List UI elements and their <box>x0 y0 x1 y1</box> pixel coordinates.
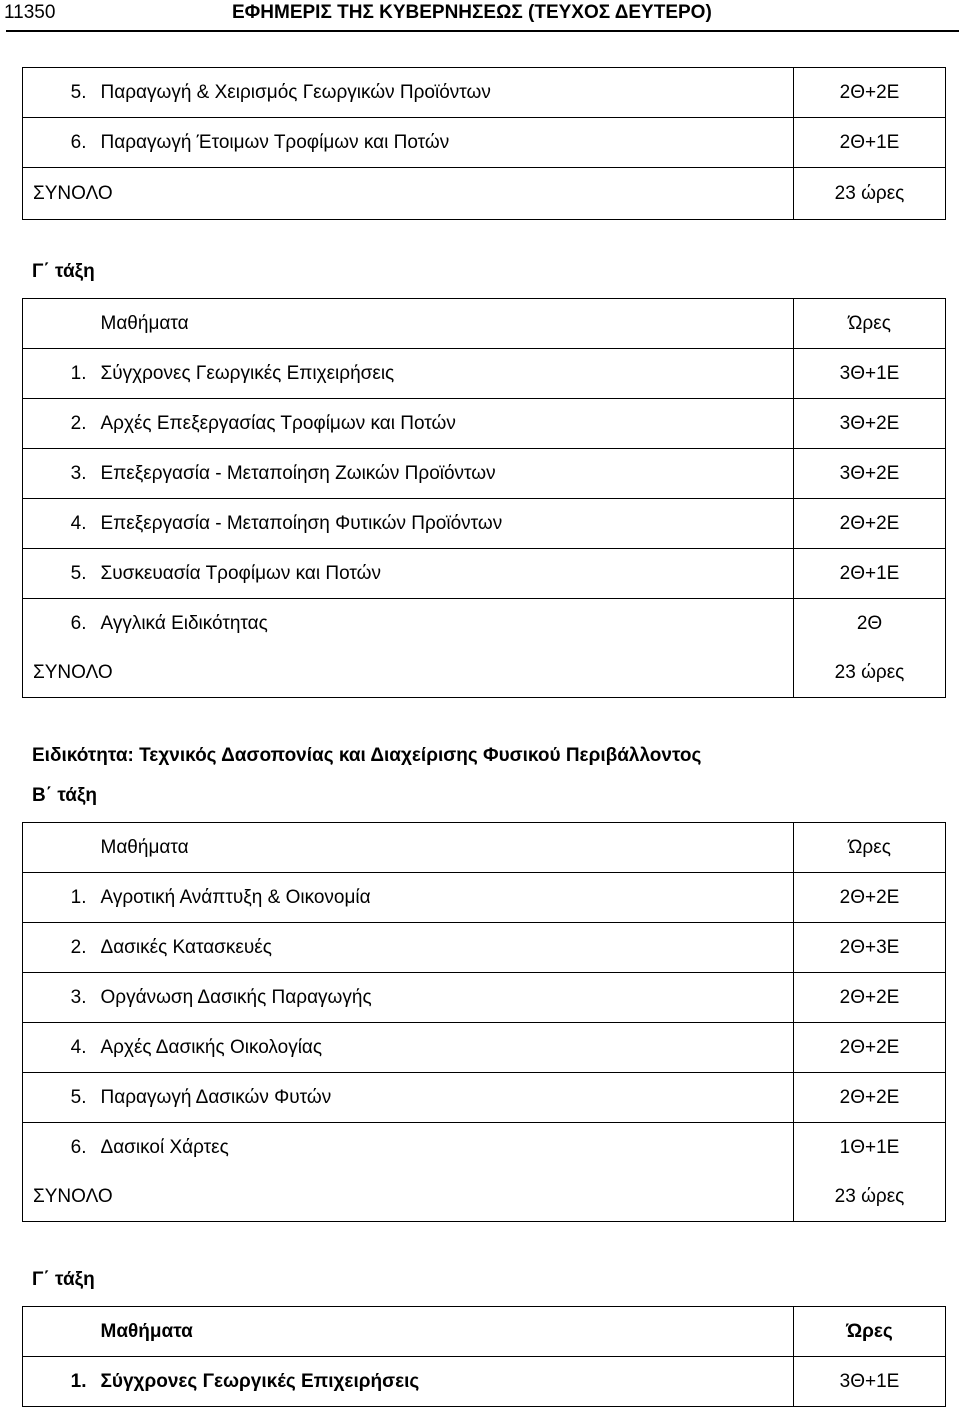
page-header <box>0 0 960 30</box>
course-name: Σύγχρονες Γεωργικές Επιχειρήσεις <box>93 1357 794 1407</box>
course-name: Αγροτική Ανάπτυξη & Οικονομία <box>93 873 794 923</box>
table-row <box>23 599 946 649</box>
class-heading: Β΄ τάξη <box>32 785 98 806</box>
total-label: ΣΥΝΟΛΟ <box>23 1172 794 1222</box>
table-row <box>23 973 946 1023</box>
course-hours: 1Θ+1Ε <box>794 1123 946 1173</box>
table-row <box>23 399 946 449</box>
total-row <box>23 648 946 698</box>
table-class-b-forestry <box>22 822 946 1222</box>
specialty-heading: Ειδικότητα: Τεχνικός Δασοπονίας και Διαχείρισης Φυσικού Περιβάλλοντος <box>32 745 702 766</box>
row-number: 5. <box>23 549 93 599</box>
course-name: Αγγλικά Ειδικότητας <box>93 599 794 649</box>
header-rule <box>6 30 959 32</box>
table-continued <box>22 67 946 220</box>
row-number: 5. <box>23 68 93 118</box>
journal-title: ΕΦΗΜΕΡΙΣ ΤΗΣ ΚΥΒΕΡΝΗΣΕΩΣ (ΤΕΥΧΟΣ ΔΕΥΤΕΡΟ) <box>232 2 712 23</box>
course-hours: 2Θ <box>794 599 946 649</box>
course-name: Δασικές Κατασκευές <box>93 923 794 973</box>
course-name: Παραγωγή & Χειρισμός Γεωργικών Προϊόντων <box>93 68 794 118</box>
row-number: 6. <box>23 599 93 649</box>
col-courses-header: Μαθήματα <box>93 299 794 349</box>
table-row <box>23 349 946 399</box>
row-number: 2. <box>23 399 93 449</box>
col-hours-header: Ώρες <box>794 299 946 349</box>
table-row <box>23 1023 946 1073</box>
row-number: 1. <box>23 349 93 399</box>
course-name: Σύγχρονες Γεωργικές Επιχειρήσεις <box>93 349 794 399</box>
table-row <box>23 549 946 599</box>
course-name: Αρχές Επεξεργασίας Τροφίμων και Ποτών <box>93 399 794 449</box>
table-row <box>23 118 946 168</box>
course-hours: 2Θ+2Ε <box>794 68 946 118</box>
total-hours: 23 ώρες <box>794 648 946 698</box>
row-number: 6. <box>23 118 93 168</box>
page-number: 11350 <box>4 2 56 23</box>
course-hours: 3Θ+1Ε <box>794 1357 946 1407</box>
col-courses-header: Μαθήματα <box>93 1307 794 1357</box>
table-row <box>23 1073 946 1123</box>
table-row <box>23 499 946 549</box>
course-hours: 3Θ+1Ε <box>794 349 946 399</box>
course-hours: 2Θ+2Ε <box>794 873 946 923</box>
course-hours: 2Θ+2Ε <box>794 973 946 1023</box>
course-name: Παραγωγή Έτοιμων Τροφίμων και Ποτών <box>93 118 794 168</box>
table-row <box>23 923 946 973</box>
table-row <box>23 68 946 118</box>
course-hours: 2Θ+1Ε <box>794 118 946 168</box>
table-class-c <box>22 298 946 698</box>
course-hours: 3Θ+2Ε <box>794 399 946 449</box>
class-heading: Γ΄ τάξη <box>32 261 95 282</box>
total-row <box>23 1172 946 1222</box>
row-number: 2. <box>23 923 93 973</box>
course-hours: 2Θ+1Ε <box>794 549 946 599</box>
course-name: Συσκευασία Τροφίμων και Ποτών <box>93 549 794 599</box>
table-class-c-forestry <box>22 1306 946 1407</box>
table-header-row <box>23 823 946 873</box>
total-label: ΣΥΝΟΛΟ <box>23 648 794 698</box>
row-number: 1. <box>23 1357 93 1407</box>
course-name: Δασικοί Χάρτες <box>93 1123 794 1173</box>
row-number: 3. <box>23 973 93 1023</box>
course-hours: 2Θ+2Ε <box>794 1023 946 1073</box>
course-hours: 2Θ+3Ε <box>794 923 946 973</box>
total-hours: 23 ώρες <box>794 168 946 220</box>
col-hours-header: Ώρες <box>794 1307 946 1357</box>
course-hours: 3Θ+2Ε <box>794 449 946 499</box>
course-hours: 2Θ+2Ε <box>794 1073 946 1123</box>
total-row <box>23 168 946 220</box>
course-name: Αρχές Δασικής Οικολογίας <box>93 1023 794 1073</box>
course-name: Οργάνωση Δασικής Παραγωγής <box>93 973 794 1023</box>
class-heading: Γ΄ τάξη <box>32 1269 95 1290</box>
course-name: Επεξεργασία - Μεταποίηση Ζωικών Προϊόντων <box>93 449 794 499</box>
col-hours-header: Ώρες <box>794 823 946 873</box>
row-number: 4. <box>23 1023 93 1073</box>
row-number: 4. <box>23 499 93 549</box>
course-name: Παραγωγή Δασικών Φυτών <box>93 1073 794 1123</box>
row-number: 3. <box>23 449 93 499</box>
table-row <box>23 1123 946 1173</box>
row-number: 6. <box>23 1123 93 1173</box>
row-number: 1. <box>23 873 93 923</box>
table-row <box>23 873 946 923</box>
row-number: 5. <box>23 1073 93 1123</box>
table-row <box>23 449 946 499</box>
col-courses-header: Μαθήματα <box>93 823 794 873</box>
table-header-row <box>23 299 946 349</box>
course-name: Επεξεργασία - Μεταποίηση Φυτικών Προϊόντων <box>93 499 794 549</box>
table-row <box>23 1357 946 1407</box>
course-hours: 2Θ+2Ε <box>794 499 946 549</box>
total-hours: 23 ώρες <box>794 1172 946 1222</box>
table-header-row <box>23 1307 946 1357</box>
total-label: ΣΥΝΟΛΟ <box>23 168 794 220</box>
